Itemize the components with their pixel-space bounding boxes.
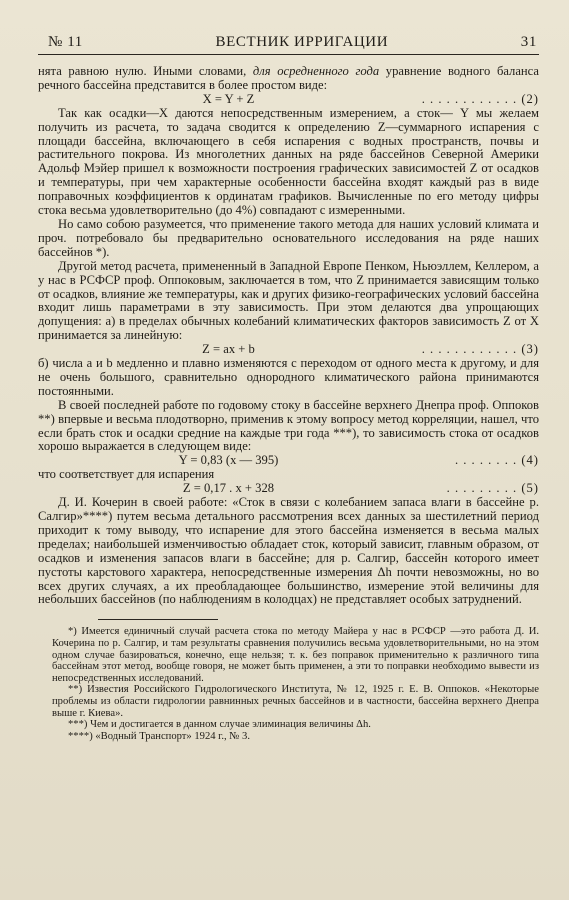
formula-5 [38,482,539,496]
footnotes [38,626,539,742]
formula-3 [38,343,539,357]
paragraph-1 [38,65,539,93]
paragraph-6: В своей последней работе по годовому стоку в бассейне верхнего Днепра проф. Оппоков **) впервые и весьма плодотворно, применив к этому вопросу метод корреляции, нашел, что если брать сток и осадки средние на каждые три года ***), то зависимость стока от осадков хорошо выражается в следующем виде: [38,397,539,454]
formula-4-equation: Y = 0,83 (x — 395) [178,453,279,468]
paragraph-8: Д. И. Кочерин в своей работе: «Сток в связи с колебанием запаса влаги в бассейне р. Салгир»****) путем весьма детального рассмотрения всех данных за шестилетний период приходит к тому выводу, что испарение для этого бассейна изменяется в весьма малых пределах; наибольшей изменчивостью обладает сток, который зависит, главным образом, от осадков и изменения запасов влаги в бассейне; для р. Салгир, бассейн которого имеет пустоты карстового характера, непосредственные измерения Δh почти невозможны, но во всех других случаях, а их преобладающее большинство, измерение этой величины для небольших бассейнов (по наблюдениям в колодцах) не представляет особых затруднений. [38,495,539,607]
paragraph-5: б) числа a и b медленно и плавно изменяются с переходом от одного места к другому, и для не очень большого, сравнительно однородного климатического района принимаются постоянными. [38,356,539,398]
footnote-3: ***) Чем и достигается в данном случае элиминация величины Δh. [68,719,371,731]
formula-2 [38,93,539,107]
paragraph-7: что соответствует для испарения [38,467,215,482]
formula-5-number: . . . . . . . . . (5) [446,481,539,496]
formula-3-number: . . . . . . . . . . . . (3) [421,342,539,357]
header-rule [38,54,539,55]
issue-number: № 11 [48,34,83,50]
paragraph-3: Но само собою разумеется, что применение такого метода для наших условий климата и проч. потребовало бы предварительно основательного исследования на ряде наших бассейнов *). [38,216,539,259]
footnote-4: ****) «Водный Транспорт» 1924 г., № 3. [68,730,250,742]
formula-4 [38,454,539,468]
journal-title: ВЕСТНИК ИРРИГАЦИИ [215,34,389,50]
formula-4-number: . . . . . . . . (4) [454,453,539,468]
formula-3-equation: Z = ax + b [202,342,255,357]
page-number: 31 [520,34,537,50]
paragraph-1-emphasis: для осредненного года [252,64,380,78]
formula-2-number: . . . . . . . . . . . . (2) [421,91,539,106]
formula-2-equation: X = Y + Z [202,91,255,106]
paragraph-1-start: нята равною нулю. Иными словами, [38,64,253,78]
paragraph-2: Так как осадки—X даются непосредственным измерением, а сток— Y мы желаем получить из расчета, то задача сводится к определению Z—суммарного испарения с площади бассейна, включающего в себя испарения с водных пространств, почвы и растительного покрова. Из многолетних данных на ряде бассейнов Северной Америки Адольф Мэйер пришел к возможности построения графических зависимостей Z от осадков и температуры, при чем характерные особенности бассейна входят каждый раз в виде поправочных коэффициентов к ординатам графиков. Вычисленные по его методу цифры стока весьма удовлетворительно (до 4%) совпадают с измеренными. [38,105,539,218]
footnote-rule [98,619,218,620]
formula-5-equation: Z = 0,17 . x + 328 [182,481,275,496]
paragraph-1-end: уравнение водного баланса речного бассейна представится в более простом виде: [38,64,539,92]
page-header [38,20,539,51]
paragraph-4: Другой метод расчета, примененный в Западной Европе Пенком, Ньюэллем, Келлером, а у нас в РСФСР проф. Оппоковым, заключается в том, что Z принимается зависящим только от осадков, влияние же температуры, как и других физико-географических условий бассейна входит лишь параметрами в эту зависимость. При этом делаются два упрощающих допущения: а) в пределах обычных колебаний климатических факторов зависимость Z от X принимается за линейную: [38,258,539,343]
footnote-1: *) Имеется единичный случай расчета стока по методу Майера у нас в РСФСР —это работа Д. И. Кочерина по р. Салгир, и там результаты сравнения получились весьма удовлетворительными, но на этом одном случае базироваться, конечно, еще нельзя; т. к. без поправок применительно к различного типа бассейнам этот метод, вообще говоря, не может быть применен, а эти то поправки необходимо вывести из непосредственных исследований. [52,626,539,684]
article-body [38,65,539,607]
footnote-2: **) Известия Российского Гидрологического Института, № 12, 1925 г. Е. В. Оппоков. «Некоторые проблемы из области гидрологии равнинных речных бассейнов и в частности, бассейна верхнего Днепра выше г. Киева». [52,684,539,719]
